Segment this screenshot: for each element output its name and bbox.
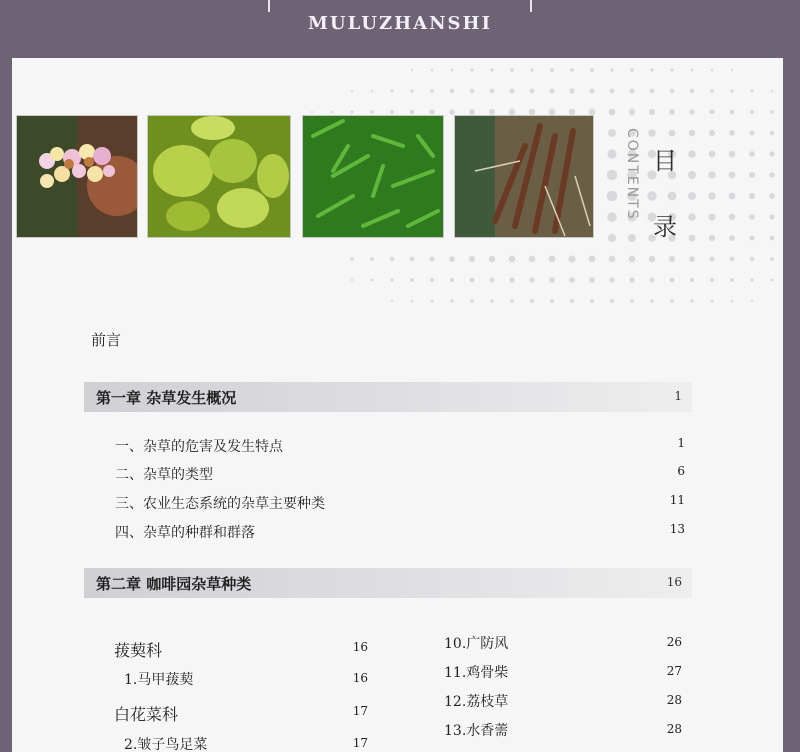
- halftone-dot: [607, 149, 616, 158]
- halftone-dot: [569, 277, 575, 283]
- section-label: 一、杂草的危害及发生特点: [115, 439, 283, 455]
- halftone-dot: [370, 257, 374, 261]
- section-entry: [115, 436, 685, 458]
- species-entry: [444, 633, 682, 655]
- halftone-dot: [729, 193, 736, 200]
- top-banner: [0, 0, 800, 58]
- halftone-dot: [470, 299, 473, 302]
- halftone-dot: [529, 277, 534, 282]
- halftone-dot: [770, 131, 774, 135]
- banner-rule-right: [530, 0, 532, 12]
- family-label: 白花菜科: [114, 705, 179, 724]
- halftone-dot: [709, 214, 716, 221]
- halftone-dot: [769, 151, 774, 156]
- halftone-dot: [769, 172, 774, 177]
- halftone-dot: [469, 256, 475, 262]
- halftone-dot: [411, 69, 413, 71]
- halftone-dot: [749, 172, 755, 178]
- halftone-dot: [688, 171, 696, 179]
- mulu-char-1: 目: [653, 147, 677, 175]
- halftone-dot: [350, 257, 353, 260]
- flower-photo: [16, 115, 138, 238]
- halftone-dot: [688, 192, 696, 200]
- section-page-number: 1: [677, 436, 685, 450]
- halftone-dot: [730, 89, 733, 92]
- section-page-number: 11: [669, 493, 685, 507]
- halftone-dot: [710, 89, 714, 93]
- halftone-dot: [510, 68, 514, 72]
- halftone-dot: [709, 235, 715, 241]
- section-entry: [115, 464, 685, 486]
- halftone-dot: [530, 89, 535, 94]
- entry-page-number: 27: [666, 664, 682, 678]
- halftone-dot: [530, 299, 534, 303]
- halftone-dot: [689, 256, 695, 262]
- halftone-dot: [709, 151, 716, 158]
- family-entry: [114, 638, 368, 660]
- halftone-dot: [371, 279, 374, 282]
- halftone-dot: [749, 235, 754, 240]
- halftone-dot: [449, 256, 455, 262]
- halftone-dot: [729, 172, 736, 179]
- halftone-dot: [629, 256, 636, 263]
- halftone-dot: [569, 256, 576, 263]
- halftone-dot: [628, 234, 636, 242]
- halftone-dot: [609, 277, 614, 282]
- halftone-dot: [690, 278, 694, 282]
- halftone-dot: [589, 88, 594, 93]
- halftone-dot: [610, 89, 615, 94]
- halftone-dot: [711, 69, 714, 72]
- halftone-dot: [450, 299, 453, 302]
- halftone-dot: [410, 89, 413, 92]
- halftone-dot: [770, 236, 775, 241]
- halftone-dot: [410, 257, 415, 262]
- halftone-dot: [670, 68, 673, 71]
- section-page-number: 13: [669, 522, 685, 536]
- halftone-dot: [730, 278, 734, 282]
- species-label: 11.鸡骨柴: [444, 665, 509, 681]
- entry-page-number: 17: [352, 704, 368, 718]
- halftone-dot: [370, 110, 374, 114]
- halftone-dot: [450, 278, 454, 282]
- halftone-dot: [708, 171, 715, 178]
- halftone-dot: [490, 278, 495, 283]
- halftone-dot: [731, 69, 733, 71]
- halftone-dot: [589, 256, 596, 263]
- species-label: 12.荔枝草: [444, 694, 509, 710]
- species-label: 1.马甲菝葜: [124, 672, 194, 688]
- halftone-dot: [607, 212, 617, 222]
- chapter-page-number: 1: [674, 389, 682, 403]
- halftone-dot: [549, 256, 556, 263]
- halftone-dot: [770, 110, 774, 114]
- halftone-dot: [689, 109, 694, 114]
- halftone-dot: [708, 192, 715, 199]
- halftone-dot: [608, 129, 616, 137]
- chapter-title: 第二章 咖啡园杂草种类: [96, 575, 252, 593]
- halftone-dot: [690, 299, 693, 302]
- species-label: 10.广防风: [444, 636, 509, 652]
- halftone-dot: [610, 68, 614, 72]
- halftone-dot: [730, 257, 735, 262]
- halftone-dot: [411, 300, 414, 303]
- halftone-dot: [770, 257, 774, 261]
- preface-entry: 前言: [91, 331, 122, 349]
- halftone-dot: [709, 256, 714, 261]
- halftone-dot: [769, 214, 774, 219]
- halftone-dot: [449, 109, 454, 114]
- halftone-dot: [750, 278, 753, 281]
- halftone-dot: [489, 256, 495, 262]
- section-label: 三、农业生态系统的杂草主要种类: [115, 496, 325, 512]
- halftone-dot: [509, 277, 514, 282]
- halftone-dot: [771, 279, 774, 282]
- halftone-dot: [690, 89, 694, 93]
- species-label: 2.皱子鸟足菜: [124, 737, 208, 752]
- halftone-dot: [430, 110, 435, 115]
- halftone-dot: [431, 69, 434, 72]
- entry-page-number: 16: [352, 640, 368, 654]
- halftone-dot: [470, 89, 474, 93]
- halftone-dot: [731, 300, 734, 303]
- family-label: 菝葜科: [114, 641, 163, 660]
- halftone-dot: [630, 89, 635, 94]
- section-entry: [115, 493, 685, 515]
- halftone-dot: [610, 299, 614, 303]
- chapter-title: 第一章 杂草发生概况: [96, 389, 237, 407]
- mulu-char-2: 录: [653, 213, 677, 241]
- halftone-dot: [750, 257, 754, 261]
- halftone-dot: [650, 299, 654, 303]
- halftone-dot: [750, 110, 754, 114]
- halftone-dot: [490, 89, 495, 94]
- halftone-dot: [688, 150, 695, 157]
- halftone-dot: [530, 68, 534, 72]
- section-entry: [115, 522, 685, 544]
- halftone-dot: [711, 300, 714, 303]
- leaf-photo: [147, 115, 291, 238]
- halftone-dot: [550, 299, 554, 303]
- halftone-dot: [710, 278, 714, 282]
- section-label: 二、杂草的类型: [115, 467, 213, 483]
- halftone-dot: [549, 88, 554, 93]
- mulu-title: [650, 128, 680, 260]
- entry-page-number: 17: [352, 736, 368, 750]
- halftone-dot: [670, 89, 674, 93]
- halftone-dot: [629, 109, 635, 115]
- halftone-dot: [431, 300, 434, 303]
- halftone-dot: [391, 90, 394, 93]
- halftone-dot: [608, 234, 616, 242]
- halftone-dot: [549, 277, 555, 283]
- halftone-dot: [630, 68, 634, 72]
- entry-page-number: 28: [666, 693, 682, 707]
- halftone-dot: [650, 89, 655, 94]
- halftone-dot: [609, 109, 616, 116]
- species-entry: [444, 662, 682, 684]
- species-label: 13.水香薷: [444, 723, 509, 739]
- halftone-dot: [590, 68, 594, 72]
- halftone-dot: [609, 256, 616, 263]
- halftone-dot: [490, 68, 493, 71]
- halftone-dot: [709, 130, 715, 136]
- halftone-dot: [550, 68, 554, 72]
- halftone-dot: [607, 170, 617, 180]
- halftone-dot: [331, 111, 334, 114]
- halftone-dot: [351, 279, 353, 281]
- halftone-dot: [429, 256, 434, 261]
- species-entry: [124, 734, 368, 752]
- halftone-dot: [390, 257, 394, 261]
- halftone-dot: [590, 299, 594, 303]
- chapter-heading-2: [84, 568, 692, 598]
- halftone-dot: [470, 278, 475, 283]
- halftone-dot: [749, 151, 755, 157]
- halftone-dot: [650, 278, 655, 283]
- entry-page-number: 16: [352, 671, 368, 685]
- halftone-dot: [729, 130, 735, 136]
- grass-photo: [302, 115, 444, 238]
- chapter-heading-1: [84, 382, 692, 412]
- halftone-dot: [410, 278, 414, 282]
- halftone-dot: [710, 110, 715, 115]
- halftone-dot: [311, 111, 313, 113]
- halftone-dot: [391, 300, 393, 302]
- halftone-dot: [390, 278, 393, 281]
- halftone-dot: [589, 277, 595, 283]
- entry-page-number: 26: [666, 635, 682, 649]
- halftone-dot: [750, 131, 755, 136]
- halftone-dot: [430, 278, 434, 282]
- halftone-dot: [769, 193, 775, 199]
- halftone-dot: [510, 299, 514, 303]
- contents-label: CONTENTS: [624, 128, 640, 221]
- halftone-dot: [649, 109, 655, 115]
- entry-page-number: 28: [666, 722, 682, 736]
- halftone-dot: [751, 300, 753, 302]
- halftone-dot: [730, 110, 735, 115]
- species-entry: [124, 669, 368, 691]
- halftone-dot: [509, 256, 516, 263]
- halftone-dot: [569, 88, 574, 93]
- family-entry: [114, 702, 368, 724]
- banner-title: MULUZHANSHI: [308, 13, 492, 34]
- halftone-dot: [689, 235, 696, 242]
- halftone-dot: [430, 89, 434, 93]
- halftone-dot: [688, 213, 696, 221]
- seed-spike-photo: [454, 115, 594, 238]
- halftone-dot: [350, 110, 353, 113]
- halftone-dot: [729, 235, 735, 241]
- halftone-dot: [629, 277, 634, 282]
- halftone-dot: [689, 130, 696, 137]
- halftone-dot: [607, 191, 618, 202]
- section-page-number: 6: [677, 464, 685, 478]
- section-label: 四、杂草的种群和群落: [115, 525, 255, 541]
- halftone-dot: [470, 68, 473, 71]
- halftone-dot: [751, 90, 754, 93]
- halftone-dot: [669, 109, 675, 115]
- species-entry: [444, 691, 682, 713]
- halftone-dot: [670, 299, 673, 302]
- halftone-dot: [529, 256, 536, 263]
- halftone-dot: [749, 193, 755, 199]
- halftone-dot: [510, 89, 515, 94]
- halftone-dot: [630, 299, 634, 303]
- halftone-dot: [570, 299, 574, 303]
- halftone-dot: [371, 90, 374, 93]
- halftone-dot: [390, 110, 394, 114]
- halftone-dot: [650, 68, 653, 71]
- species-entry: [444, 720, 682, 742]
- contents-page: [12, 58, 783, 752]
- banner-rule-left: [268, 0, 270, 12]
- halftone-dot: [729, 151, 735, 157]
- halftone-dot: [450, 89, 454, 93]
- halftone-dot: [771, 90, 774, 93]
- halftone-dot: [749, 214, 755, 220]
- halftone-dot: [410, 110, 415, 115]
- halftone-dot: [351, 90, 353, 92]
- halftone-dot: [490, 299, 494, 303]
- halftone-dot: [691, 69, 694, 72]
- halftone-dot: [451, 69, 454, 72]
- halftone-dot: [670, 278, 675, 283]
- halftone-dot: [570, 68, 574, 72]
- chapter-page-number: 16: [666, 575, 682, 589]
- halftone-dot: [729, 214, 735, 220]
